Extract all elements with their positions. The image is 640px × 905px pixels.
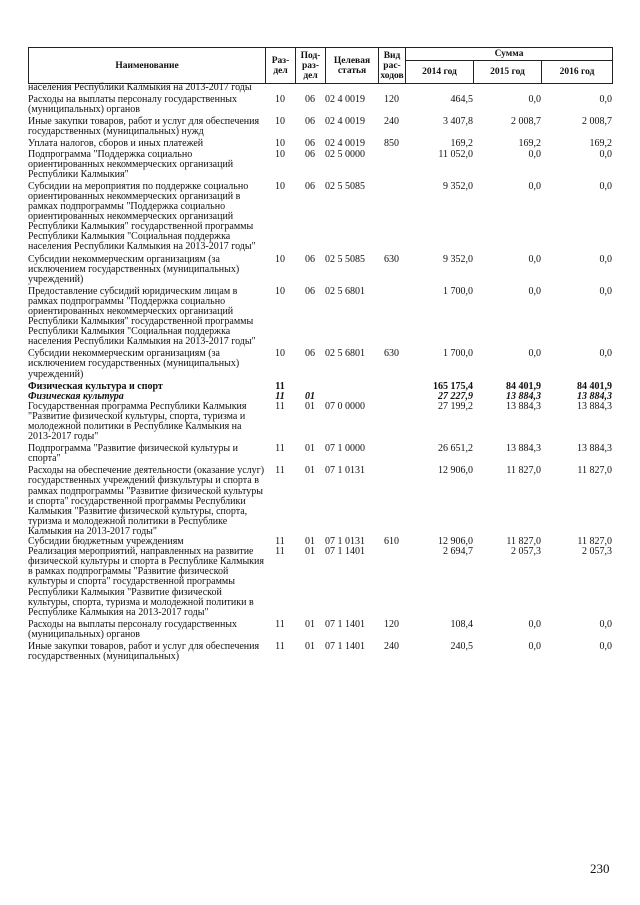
- row-sum-2014: 9 352,0: [443, 253, 473, 265]
- row-razdel: 10: [275, 94, 285, 106]
- row-sum-2016: 0,0: [599, 618, 612, 630]
- row-sum-2014: 3 407,8: [443, 116, 473, 128]
- row-article: 02 5 6801: [325, 285, 365, 297]
- row-sum-2015: 2 008,7: [511, 116, 541, 128]
- row-sum-2016: [541, 83, 612, 93]
- table-row: [28, 253, 612, 285]
- row-vid: 120: [384, 618, 399, 630]
- row-sum-2015: 0,0: [528, 148, 541, 160]
- row-sum-2015: 13 884,3: [506, 390, 541, 402]
- header-year-2015: 2015 год: [474, 61, 542, 84]
- row-sum-2015: 13 884,3: [506, 400, 541, 412]
- row-article: 02 4 0019: [325, 138, 365, 150]
- row-vid: [378, 464, 405, 537]
- row-article: 07 1 1401: [325, 618, 365, 630]
- table-row: [28, 137, 612, 149]
- row-article: 07 1 0131: [325, 536, 365, 548]
- row-name: Иные закупки товаров, работ и услуг для обеспечения государственных (муниципальных) нужд: [28, 116, 260, 138]
- table-row: [28, 402, 612, 442]
- row-sum-2014: 108,4: [450, 618, 473, 630]
- table-row: [28, 442, 612, 464]
- row-name: Субсидии бюджетным учреждениям: [28, 536, 184, 548]
- row-article: 02 5 0000: [325, 148, 365, 160]
- row-sum-2014: 26 651,2: [438, 443, 473, 455]
- row-sum-2015: 11 827,0: [506, 536, 541, 548]
- row-razdel: 10: [275, 116, 285, 128]
- row-sum-2015: 0,0: [528, 180, 541, 192]
- row-razdel: 10: [275, 285, 285, 297]
- row-sum-2016: 11 827,0: [577, 465, 612, 477]
- row-article: 02 5 6801: [325, 348, 365, 360]
- row-name: Расходы на выплаты персоналу государственных (муниципальных) органов: [28, 618, 238, 640]
- row-podrazdel: 06: [305, 138, 315, 150]
- row-vid: [378, 442, 405, 464]
- row-sum-2015: 13 884,3: [506, 443, 541, 455]
- row-razdel: 10: [275, 138, 285, 150]
- table-row: [28, 150, 612, 180]
- row-vid: 120: [384, 94, 399, 106]
- row-vid: [378, 402, 405, 442]
- row-podrazdel: 06: [305, 148, 315, 160]
- row-vid: 240: [384, 116, 399, 128]
- data-table: [28, 83, 612, 662]
- row-vid: 850: [384, 138, 399, 150]
- row-sum-2016: 0,0: [599, 148, 612, 160]
- row-razdel: [265, 83, 295, 93]
- row-name: Субсидии на мероприятия по поддержке социально ориентированных некоммерческих организаций в рамках подпрограммы "Поддержка социально ориентированных некоммерческих организаций Республики Калмыкия" государственной программы Республики Калмыкия "Социальная поддержка населения Республики Калмыкия на 2013-2017 годы": [28, 180, 256, 253]
- row-razdel: 11: [275, 640, 285, 652]
- row-sum-2014: 12 906,0: [438, 536, 473, 548]
- row-sum-2016: 11 827,0: [577, 536, 612, 548]
- row-sum-2016: 0,0: [599, 348, 612, 360]
- row-podrazdel: 06: [305, 94, 315, 106]
- table-row: [28, 618, 612, 640]
- row-sum-2014: 240,5: [450, 640, 473, 652]
- row-sum-2014: 11 052,0: [438, 148, 473, 160]
- row-name: Реализация мероприятий, направленных на развитие физической культуры и спорта в Республике Калмыкия в рамках подпрограммы "Развитие физической культуры и спорта" государственной программы Республики Калмыкия "Развитие физической культуры, спорта, туризма и молодежной политики в Республике Калмыкия на 2013-2017 годы": [28, 546, 264, 618]
- header-sum: Сумма: [406, 48, 613, 61]
- row-sum-2016: 0,0: [599, 640, 612, 652]
- row-podrazdel: 01: [305, 536, 315, 548]
- table-row: [28, 285, 612, 348]
- row-sum-2014: [405, 83, 473, 93]
- row-podrazdel: 01: [305, 400, 315, 412]
- row-podrazdel: [295, 380, 325, 392]
- table-header: [28, 47, 613, 84]
- row-sum-2016: 2 008,7: [582, 116, 612, 128]
- row-sum-2015: 169,2: [518, 138, 541, 150]
- row-vid: [378, 380, 405, 392]
- row-sum-2015: 0,0: [528, 253, 541, 265]
- row-sum-2016: 13 884,3: [577, 390, 612, 402]
- row-sum-2016: 84 401,9: [577, 380, 612, 392]
- row-article: 02 5 5085: [325, 253, 365, 265]
- table-row: [28, 83, 612, 93]
- row-sum-2014: 169,2: [450, 138, 473, 150]
- row-sum-2015: 84 401,9: [506, 380, 541, 392]
- row-sum-2015: 0,0: [528, 618, 541, 630]
- row-podrazdel: [295, 83, 325, 93]
- row-sum-2014: 464,5: [450, 94, 473, 106]
- row-vid: 240: [384, 640, 399, 652]
- row-podrazdel: 01: [305, 640, 315, 652]
- row-vid: [378, 392, 405, 402]
- table-row: [28, 347, 612, 379]
- row-article: 07 1 0000: [325, 443, 365, 455]
- row-name: Уплата налогов, сборов и иных платежей: [28, 138, 204, 150]
- row-sum-2016: 2 057,3: [582, 546, 612, 558]
- row-article: 07 1 0131: [325, 465, 365, 477]
- row-article: 07 1 1401: [325, 640, 365, 652]
- header-article: Целевая статья: [326, 48, 379, 84]
- row-sum-2015: 0,0: [528, 348, 541, 360]
- row-sum-2014: 1 700,0: [443, 285, 473, 297]
- row-razdel: 11: [275, 380, 285, 392]
- row-sum-2015: 0,0: [528, 285, 541, 297]
- row-razdel: 10: [275, 253, 285, 265]
- table-row: [28, 380, 612, 392]
- row-sum-2014: 1 700,0: [443, 348, 473, 360]
- row-name: Государственная программа Республики Калмыкия "Развитие физической культуры, спорта, туризма и молодежной политики в Республике Калмыкия на 2013-2017 годы": [28, 400, 247, 443]
- header-razdel: Раз-дел: [266, 48, 296, 84]
- header-vid: Вид рас-ходов: [379, 48, 406, 84]
- row-razdel: 10: [275, 348, 285, 360]
- row-podrazdel: 06: [305, 116, 315, 128]
- header-name: Наименование: [29, 48, 266, 84]
- page-number: 230: [590, 861, 610, 876]
- row-article: [325, 83, 378, 93]
- row-podrazdel: 01: [305, 465, 315, 477]
- table-row: [28, 180, 612, 253]
- row-article: 02 4 0019: [325, 94, 365, 106]
- row-sum-2016: 0,0: [599, 180, 612, 192]
- row-sum-2016: 0,0: [599, 94, 612, 106]
- row-name: Иные закупки товаров, работ и услуг для обеспечения государственных (муниципальных): [28, 640, 260, 663]
- row-name: Подпрограмма "Развитие физической культуры и спорта": [28, 443, 238, 465]
- row-razdel: 11: [275, 546, 285, 558]
- row-vid: [378, 285, 405, 348]
- row-name: Субсидии некоммерческим организациям (за исключением государственных (муниципальных) учреждений): [28, 348, 240, 380]
- row-podrazdel: 01: [305, 618, 315, 630]
- row-sum-2015: 0,0: [528, 640, 541, 652]
- row-razdel: 10: [275, 148, 285, 160]
- row-sum-2016: 0,0: [599, 253, 612, 265]
- row-name: населения Республики Калмыкия на 2013-2017 годы: [28, 82, 252, 93]
- row-podrazdel: 06: [305, 348, 315, 360]
- row-sum-2014: 165 175,4: [433, 380, 473, 392]
- row-podrazdel: 01: [305, 546, 315, 558]
- row-razdel: 11: [275, 390, 285, 402]
- row-name: Субсидии некоммерческим организациям (за исключением государственных (муниципальных) учреждений): [28, 253, 240, 285]
- row-podrazdel: 01: [305, 443, 315, 455]
- row-sum-2014: 12 906,0: [438, 465, 473, 477]
- row-sum-2015: 0,0: [528, 94, 541, 106]
- row-sum-2014: 27 227,9: [438, 390, 473, 402]
- table-row: [28, 93, 612, 115]
- row-podrazdel: 01: [305, 390, 315, 402]
- row-razdel: 10: [275, 180, 285, 192]
- table-row: [28, 547, 612, 618]
- row-name: Расходы на обеспечение деятельности (оказание услуг) государственных учреждений физкультуры и спорта в рамках подпрограммы "Развитие физической культуры и спорта" государственной программы Республики Калмыкия "Развитие физической культуры, спорта, туризма и молодежной политики в Республике Калмыкия на 2013-2017 годы": [28, 465, 265, 537]
- row-razdel: 11: [275, 536, 285, 548]
- row-sum-2015: 2 057,3: [511, 546, 541, 558]
- row-vid: 630: [384, 253, 399, 265]
- row-article: 07 0 0000: [325, 400, 365, 412]
- row-razdel: 11: [275, 443, 285, 455]
- row-podrazdel: 06: [305, 253, 315, 265]
- table-row: [28, 464, 612, 537]
- row-podrazdel: 06: [305, 180, 315, 192]
- row-razdel: 11: [275, 400, 285, 412]
- row-podrazdel: 06: [305, 285, 315, 297]
- row-sum-2015: 11 827,0: [506, 465, 541, 477]
- header-year-2016: 2016 год: [542, 61, 613, 84]
- row-article: 02 5 5085: [325, 180, 365, 192]
- row-article: 07 1 1401: [325, 546, 365, 558]
- row-razdel: 11: [275, 618, 285, 630]
- row-vid: [378, 83, 405, 93]
- header-year-2014: 2014 год: [406, 61, 474, 84]
- row-vid: [378, 547, 405, 618]
- header-podrazdel: Под-раз-дел: [296, 48, 326, 84]
- row-vid: 630: [384, 348, 399, 360]
- row-vid: 610: [384, 536, 399, 548]
- row-vid: [378, 180, 405, 253]
- row-sum-2014: 9 352,0: [443, 180, 473, 192]
- row-article: [325, 380, 378, 392]
- table-row: [28, 640, 612, 662]
- row-name: Физическая культура: [28, 390, 124, 402]
- row-article: 02 4 0019: [325, 116, 365, 128]
- row-sum-2015: [473, 83, 541, 93]
- table-row: [28, 115, 612, 137]
- row-sum-2014: 2 694,7: [443, 546, 473, 558]
- row-razdel: 11: [275, 465, 285, 477]
- row-sum-2016: 13 884,3: [577, 400, 612, 412]
- row-name: Физическая культура и спорт: [28, 380, 163, 392]
- row-sum-2014: 27 199,2: [438, 400, 473, 412]
- row-name: Подпрограмма "Поддержка социально ориентированных некоммерческих организаций Республики Калмыкия": [28, 148, 234, 180]
- row-sum-2016: 0,0: [599, 285, 612, 297]
- row-name: Расходы на выплаты персоналу государственных (муниципальных) органов: [28, 94, 238, 116]
- row-vid: [378, 150, 405, 180]
- row-sum-2016: 169,2: [589, 138, 612, 150]
- row-sum-2016: 13 884,3: [577, 443, 612, 455]
- row-name: Предоставление субсидий юридическим лицам в рамках подпрограммы "Поддержка социально ориентированных некоммерческих организаций Республики Калмыкия" государственной программы Республики Калмыкия "Социальная поддержка населения Республики Калмыкия на 2013-2017 годы": [28, 285, 256, 348]
